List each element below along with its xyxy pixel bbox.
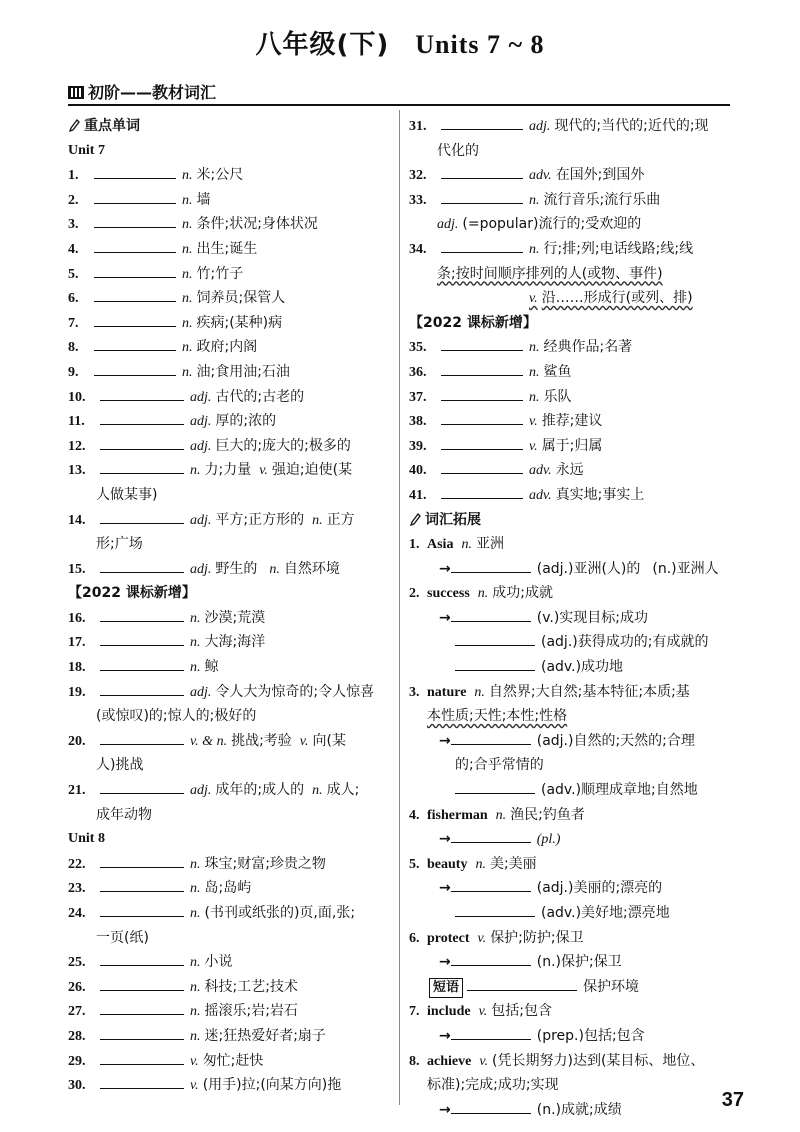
expand-item-5: 5. beauty n. 美;美丽 [409, 855, 537, 872]
vocab-item-12: 12. adj. 巨大的;庞大的;极多的 [68, 434, 386, 459]
vocab-item-33: 33. n. 流行音乐;流行乐曲 [409, 188, 739, 213]
answer-blank[interactable] [441, 360, 523, 376]
answer-blank[interactable] [455, 778, 535, 794]
expand-item-1: 1. Asia n. 亚洲 [409, 536, 504, 553]
answer-blank[interactable] [441, 335, 523, 351]
answer-blank[interactable] [94, 286, 176, 302]
expand-item-4: 4. fisherman n. 渔民;钓鱼者 [409, 806, 585, 823]
answer-blank[interactable] [441, 188, 523, 204]
vocab-item-27: 27. n. 摇滚乐;岩;岩石 [68, 999, 386, 1024]
book-icon [68, 84, 84, 100]
vocab-item-8: 8. n. 政府;内阁 [68, 335, 386, 360]
answer-blank[interactable] [100, 999, 184, 1015]
expand-item-6-derivative: → (n.)保护;保卫 [409, 950, 739, 975]
left-column [68, 114, 386, 1098]
expand-item-6: 6. protect v. 保护;防护;保卫 [409, 929, 584, 946]
vocab-item-41: 41. adv. 真实地;事实上 [409, 483, 739, 508]
answer-blank[interactable] [100, 852, 184, 868]
unit-7-label: Unit 7 [68, 142, 105, 158]
vocab-item-14-cont: 形;广场 [96, 536, 143, 553]
vocab-item-32: 32. adv. 在国外;到国外 [409, 163, 739, 188]
vocab-item-19: 19. adj. 令人大为惊奇的;令人惊喜 [68, 680, 386, 705]
answer-blank[interactable] [467, 975, 577, 991]
answer-blank[interactable] [94, 188, 176, 204]
answer-blank[interactable] [455, 901, 535, 917]
answer-blank[interactable] [451, 876, 531, 892]
answer-blank[interactable] [100, 606, 184, 622]
expand-item-8: 8. achieve v. (凭长期努力)达到(某目标、地位、 [409, 1052, 705, 1069]
vocab-item-13: 13. n. 力;力量 v. 强迫;迫使(某 [68, 458, 386, 483]
vocab-item-13-cont: 人做某事) [96, 486, 158, 503]
vocab-item-37: 37. n. 乐队 [409, 385, 739, 410]
vocab-item-11: 11. adj. 厚的;浓的 [68, 409, 386, 434]
answer-blank[interactable] [441, 434, 523, 450]
answer-blank[interactable] [94, 163, 176, 179]
vocab-item-35: 35. n. 经典作品;名著 [409, 335, 739, 360]
vocab-item-23: 23. n. 岛;岛屿 [68, 876, 386, 901]
expand-item-3-derivative-1-cont: 的;合乎常情的 [455, 757, 544, 774]
vocab-item-28: 28. n. 迷;狂热爱好者;扇子 [68, 1024, 386, 1049]
vocab-item-18: 18. n. 鲸 [68, 655, 386, 680]
expand-item-3-derivative-1: → (adj.)自然的;天然的;合理 [409, 729, 739, 754]
answer-blank[interactable] [100, 901, 184, 917]
vocab-item-9: 9. n. 油;食用油;石油 [68, 360, 386, 385]
answer-blank[interactable] [455, 655, 535, 671]
expand-item-5-derivative-2: (adv.)美好地;漂亮地 [409, 901, 739, 926]
answer-blank[interactable] [451, 557, 531, 573]
answer-blank[interactable] [100, 508, 184, 524]
answer-blank[interactable] [455, 630, 535, 646]
vocab-item-21-cont: 成年动物 [96, 806, 152, 823]
vocab-item-3: 3. n. 条件;状况;身体状况 [68, 212, 386, 237]
expand-item-5-derivative-1: → (adj.)美丽的;漂亮的 [409, 876, 739, 901]
expand-item-7-derivative: → (prep.)包括;包含 [409, 1024, 739, 1049]
expand-item-6-phrase: 短语 保护环境 [409, 975, 739, 1000]
vocab-item-20: 20. v. & n. 挑战;考验 v. 向(某 [68, 729, 386, 754]
answer-blank[interactable] [441, 483, 523, 499]
vocab-item-25: 25. n. 小说 [68, 950, 386, 975]
answer-blank[interactable] [100, 630, 184, 646]
vocab-item-5: 5. n. 竹;竹子 [68, 262, 386, 287]
new-2022-label: 【2022 课标新增】 [68, 585, 196, 602]
vocab-item-15: 15. adj. 野生的 n. 自然环境 [68, 557, 386, 582]
answer-blank[interactable] [100, 1024, 184, 1040]
vocab-item-2: 2. n. 墙 [68, 188, 386, 213]
pencil-icon [409, 513, 421, 527]
expand-item-2-derivative-3: (adv.)成功地 [409, 655, 739, 680]
answer-blank[interactable] [451, 950, 531, 966]
vocab-item-17: 17. n. 大海;海洋 [68, 630, 386, 655]
vocab-item-31-cont: 代化的 [437, 142, 479, 159]
expand-item-1-derivative: → (adj.)亚洲(人)的 (n.)亚洲人 [409, 557, 739, 582]
expand-item-4-derivative: → (pl.) [409, 827, 739, 852]
right-column [409, 114, 739, 1122]
expand-item-3-cont: 本性质;天性;本性;性格 [427, 708, 568, 725]
answer-blank[interactable] [100, 434, 184, 450]
vocab-item-40: 40. adv. 永远 [409, 458, 739, 483]
phrase-tag: 短语 [429, 978, 463, 998]
expand-item-2-derivative-1: → (v.)实现目标;成功 [409, 606, 739, 631]
answer-blank[interactable] [100, 975, 184, 991]
answer-blank[interactable] [100, 409, 184, 425]
unit-8-label: Unit 8 [68, 831, 105, 847]
vocab-item-4: 4. n. 出生;诞生 [68, 237, 386, 262]
expand-item-3: 3. nature n. 自然界;大自然;基本特征;本质;基 [409, 683, 690, 700]
section-title: 初阶——教材词汇 [88, 83, 217, 102]
title-en: Units 7 ~ 8 [415, 30, 545, 59]
answer-blank[interactable] [100, 778, 184, 794]
vocab-expand-heading: 词汇拓展 [409, 508, 739, 533]
expand-item-7: 7. include v. 包括;包含 [409, 1003, 552, 1020]
new-2022-label-right: 【2022 课标新增】 [409, 314, 537, 331]
title-cn: 八年级(下) [255, 30, 390, 60]
vocab-item-33-cont: adj. (=popular)流行的;受欢迎的 [437, 216, 642, 233]
answer-blank[interactable] [100, 1049, 184, 1065]
answer-blank[interactable] [451, 1024, 531, 1040]
vocab-item-16: 16. n. 沙漠;荒漠 [68, 606, 386, 631]
vocab-item-10: 10. adj. 古代的;古老的 [68, 385, 386, 410]
vocab-item-31: 31. adj. 现代的;当代的;近代的;现 [409, 114, 739, 139]
answer-blank[interactable] [100, 876, 184, 892]
vocab-item-22: 22. n. 珠宝;财富;珍贵之物 [68, 852, 386, 877]
answer-blank[interactable] [441, 237, 523, 253]
vocab-item-34-cont2: v. 沿……形成行(或列、排) [529, 290, 693, 307]
answer-blank[interactable] [94, 212, 176, 228]
answer-blank[interactable] [94, 262, 176, 278]
answer-blank[interactable] [100, 458, 184, 474]
answer-blank[interactable] [441, 409, 523, 425]
answer-blank[interactable] [451, 606, 531, 622]
answer-blank[interactable] [100, 557, 184, 573]
vocab-item-14: 14. adj. 平方;正方形的 n. 正方 [68, 508, 386, 533]
expand-item-8-derivative: → (n.)成就;成绩 [409, 1098, 739, 1123]
answer-blank[interactable] [100, 680, 184, 696]
section-header [68, 80, 730, 106]
answer-blank[interactable] [451, 729, 531, 745]
column-divider [399, 110, 400, 1105]
answer-blank[interactable] [100, 655, 184, 671]
answer-blank[interactable] [94, 237, 176, 253]
answer-blank[interactable] [94, 335, 176, 351]
answer-blank[interactable] [441, 163, 523, 179]
vocab-item-19-cont: (或惊叹)的;惊人的;极好的 [96, 708, 257, 725]
vocab-item-24: 24. n. (书刊或纸张的)页,面,张; [68, 901, 386, 926]
page-number: 37 [721, 1089, 744, 1111]
vocab-item-38: 38. v. 推荐;建议 [409, 409, 739, 434]
vocab-item-20-cont: 人)挑战 [96, 757, 144, 774]
vocab-item-39: 39. v. 属于;归属 [409, 434, 739, 459]
vocab-item-26: 26. n. 科技;工艺;技术 [68, 975, 386, 1000]
vocab-item-36: 36. n. 鲨鱼 [409, 360, 739, 385]
vocab-item-24-cont: 一页(纸) [96, 929, 149, 946]
answer-blank[interactable] [441, 114, 523, 130]
vocab-item-30: 30. v. (用手)拉;(向某方向)拖 [68, 1073, 386, 1098]
answer-blank[interactable] [100, 729, 184, 745]
answer-blank[interactable] [451, 827, 531, 843]
vocab-item-29: 29. v. 匆忙;赶快 [68, 1049, 386, 1074]
answer-blank[interactable] [441, 385, 523, 401]
vocab-item-34: 34. n. 行;排;列;电话线路;线;线 [409, 237, 739, 262]
vocab-item-21: 21. adj. 成年的;成人的 n. 成人; [68, 778, 386, 803]
answer-blank[interactable] [451, 1098, 531, 1114]
key-words-heading: 重点单词 [68, 114, 386, 139]
vocab-item-7: 7. n. 疾病;(某种)病 [68, 311, 386, 336]
expand-item-3-derivative-2: (adv.)顺理成章地;自然地 [409, 778, 739, 803]
vocab-item-6: 6. n. 饲养员;保管人 [68, 286, 386, 311]
expand-item-2-derivative-2: (adj.)获得成功的;有成就的 [409, 630, 739, 655]
page-title [0, 24, 800, 61]
pencil-icon [68, 119, 80, 133]
answer-blank[interactable] [94, 360, 176, 376]
answer-blank[interactable] [94, 311, 176, 327]
expand-item-8-cont: 标准);完成;成功;实现 [427, 1077, 559, 1094]
answer-blank[interactable] [100, 385, 184, 401]
answer-blank[interactable] [100, 950, 184, 966]
vocab-item-1: 1. n. 米;公尺 [68, 163, 386, 188]
answer-blank[interactable] [441, 458, 523, 474]
expand-item-2: 2. success n. 成功;成就 [409, 585, 553, 602]
answer-blank[interactable] [100, 1073, 184, 1089]
vocab-item-34-cont: 条;按时间顺序排列的人(或物、事件) [437, 265, 663, 282]
